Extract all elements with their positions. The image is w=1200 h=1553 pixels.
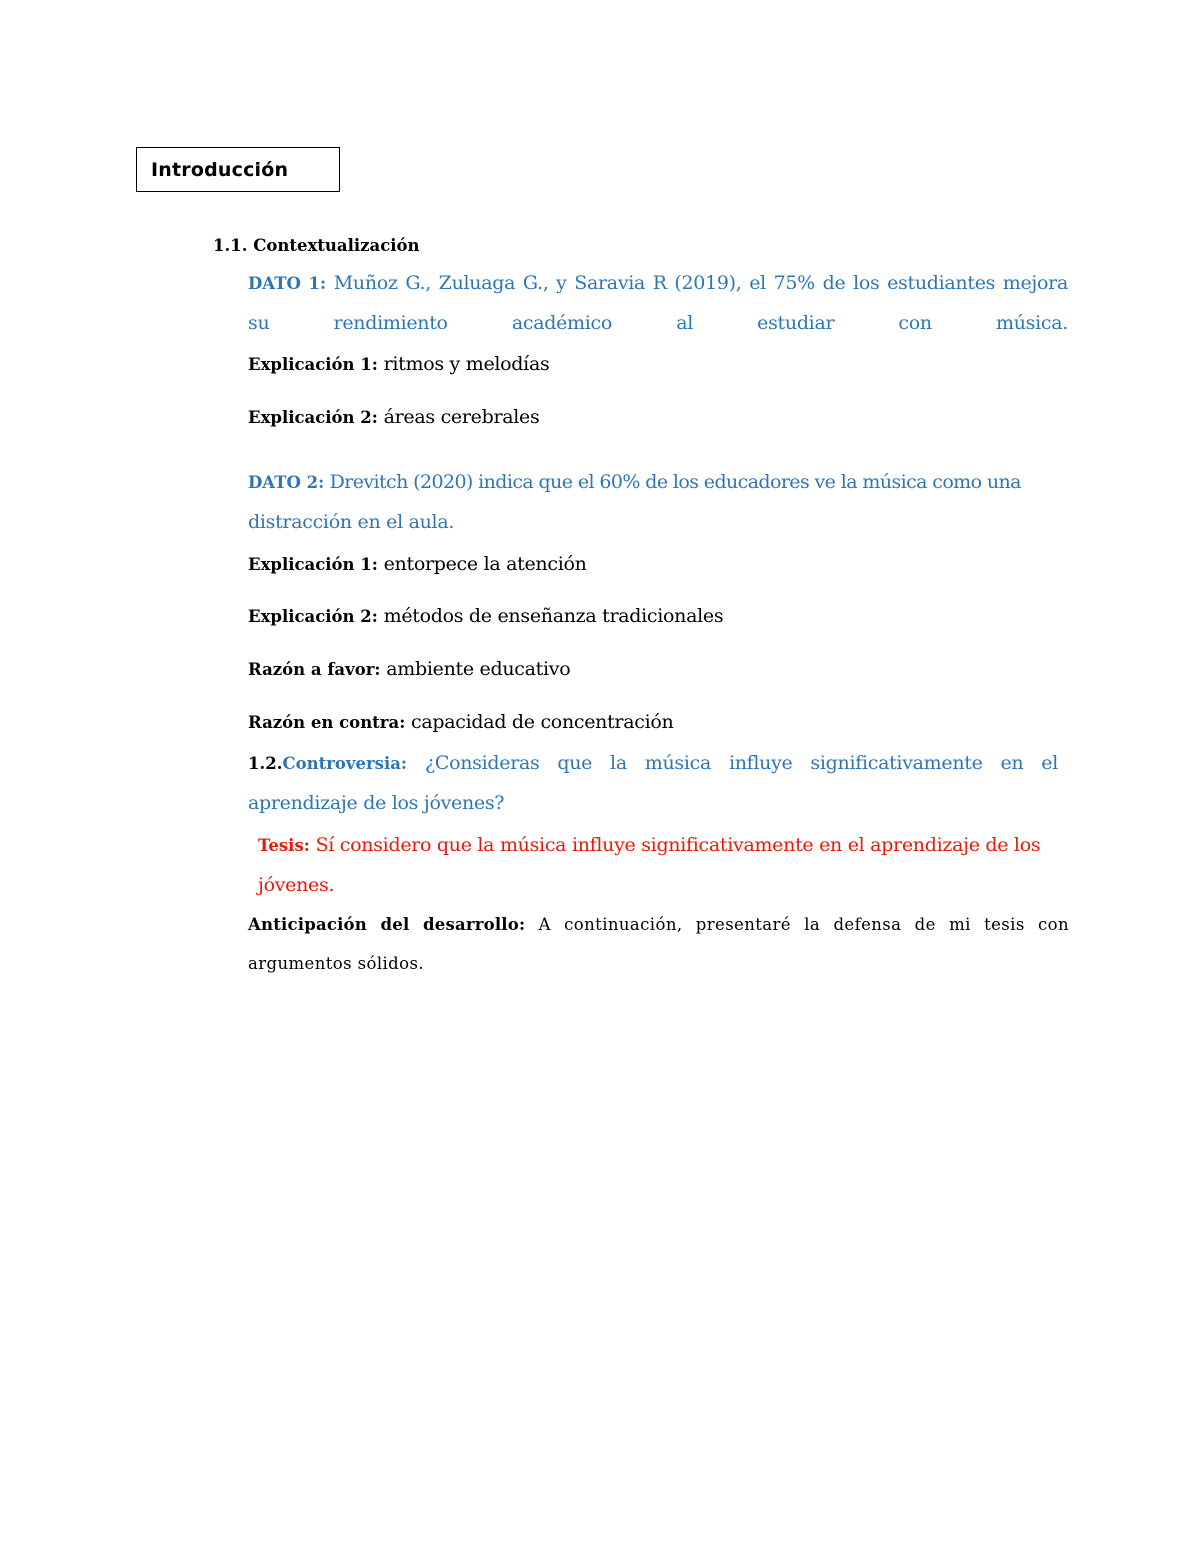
dato2-exp2-text: métodos de enseñanza tradicionales (383, 605, 724, 627)
dato2-text-line2: distracción en el aula. (248, 511, 455, 533)
razon-contra-label: Razón en contra: (248, 713, 406, 732)
tesis-line2 (258, 872, 334, 898)
dato1-text-line1: Muñoz G., Zuluaga G., y Saravia R (2019), el 75% de los estudiantes mejora (333, 272, 1068, 294)
controversia-text-line2: aprendizaje de los jóvenes? (248, 792, 505, 814)
section-1-1-number: 1.1. (213, 236, 248, 255)
dato1-text-line2: su rendimiento académico al estudiar con música. (248, 312, 1068, 334)
razon-favor-label: Razón a favor: (248, 660, 381, 679)
page-title: Introducción (151, 158, 289, 181)
section-1-2-number: 1.2. (248, 754, 283, 773)
razon-en-contra (248, 709, 673, 736)
introduction-title-box (136, 147, 340, 192)
dato1-exp2-text: áreas cerebrales (383, 406, 540, 428)
dato1-exp1-text: ritmos y melodías (383, 353, 550, 375)
razon-contra-text: capacidad de concentración (411, 711, 674, 733)
dato2-exp1-text: entorpece la atención (383, 553, 587, 575)
dato1-explicacion1 (248, 351, 549, 378)
section-1-2-line2 (248, 790, 504, 816)
razon-a-favor (248, 656, 570, 683)
section-1-1-title: Contextualización (253, 236, 420, 255)
dato2-explicacion1 (248, 551, 587, 578)
anticipacion-text-line1: A continuación, presentaré la defensa de mi tesis con (538, 915, 1069, 934)
anticipacion-line1 (248, 913, 1069, 937)
razon-favor-text: ambiente educativo (386, 658, 571, 680)
dato1-explicacion2 (248, 404, 539, 431)
dato2-paragraph-line1 (248, 469, 1021, 496)
dato1-exp2-label: Explicación 2: (248, 408, 378, 427)
dato2-explicacion2 (248, 603, 723, 630)
dato2-paragraph-line2 (248, 509, 454, 535)
tesis-line1 (258, 832, 1040, 859)
dato1-label: DATO 1: (248, 274, 327, 293)
tesis-text-line1: Sí considero que la música influye significativamente en el aprendizaje de los (315, 834, 1041, 856)
anticipacion-label: Anticipación del desarrollo: (248, 915, 526, 934)
section-1-1-heading (213, 232, 420, 259)
dato2-label: DATO 2: (248, 473, 325, 492)
controversia-label: Controversia: (282, 754, 408, 773)
dato1-paragraph-line2 (248, 310, 1068, 336)
dato2-exp2-label: Explicación 2: (248, 607, 378, 626)
tesis-label: Tesis: (258, 836, 310, 855)
section-1-2-line1 (248, 750, 1058, 777)
anticipacion-line2 (248, 951, 424, 977)
dato1-exp1-label: Explicación 1: (248, 355, 378, 374)
tesis-text-line2: jóvenes. (258, 874, 335, 896)
dato1-paragraph-line1 (248, 270, 1068, 297)
anticipacion-text-line2: argumentos sólidos. (248, 954, 424, 973)
dato2-exp1-label: Explicación 1: (248, 555, 378, 574)
controversia-text-line1: ¿Consideras que la música influye significativamente en el (424, 752, 1058, 774)
dato2-text-line1: Drevitch (2020) indica que el 60% de los educadores ve la música como una (329, 471, 1021, 493)
